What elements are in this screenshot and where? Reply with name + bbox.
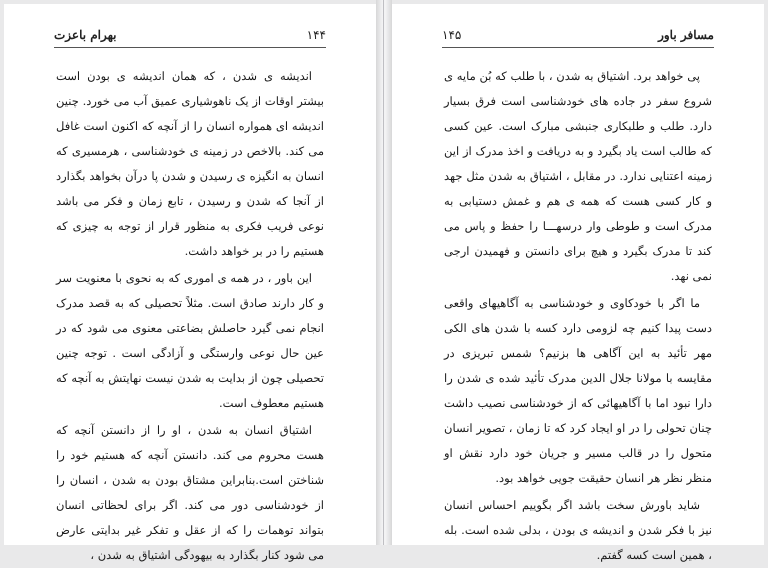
right-running-title: مسافر باور (658, 28, 714, 42)
right-paragraph-3: شاید باورش سخت باشد اگر بگوییم احساس انسان نیز با فکر شدن و اندیشه ی بودن ، بدلی شده است. بله ، همین است کسه گفتم. (444, 498, 712, 562)
right-page (392, 4, 764, 562)
left-running-title: بهرام باعزت (54, 28, 117, 42)
left-page-body (56, 64, 324, 568)
right-page-header (442, 28, 714, 46)
left-paragraph-3: اشتیاق انسان به شدن ، او را از دانستن آنچه که هست محروم می کند. دانستن آنچه که هستیم خود را شناختن است.بنابراین مشتاق بودن به شدن ، انسان را از خودشناسی دور می کند. اگر برای لحظاتی انسان بتواند توهمات را که از عقل و تفکر غیر بدایتی عارض می شود کنار بگذارد به بیهودگی اشتیاق به شدن ، (56, 423, 324, 562)
book-spine (376, 0, 392, 545)
gutter-line (383, 0, 384, 545)
left-header-rule (54, 47, 326, 48)
right-page-body (444, 64, 712, 568)
right-page-number: ۱۴۵ (442, 28, 462, 42)
left-page (4, 4, 376, 562)
right-paragraph-1: پی خواهد برد. اشتیاق به شدن ، با طلب که بُن مایه ی شروع سفر در جاده های خودشناسی است فرق بسیار دارد. طلب و طلبکاری جنبشی مبارک است. عین کسی که طالب است یاد بگیرد و به دریافت و اخذ مدرک از این زمینه اعتنایی ندارد. در مقابل ، اشتیاق به شدن مثل جهد و کار کسی هست که همه ی هم و غمش دستیابی به مدرک است و طوطی وار درسهـــا را حفظ و پاس می کند تا مدرک بگیرد و هیچ برای دانستن و فهمیدن ارجی نمی نهد. (444, 69, 712, 283)
right-header-rule (442, 47, 714, 48)
left-paragraph-1: اندیشه ی شدن ، که همان اندیشه ی بودن است بیشتر اوقات از یک ناهوشیاری عمیق آب می خورد. چنین اندیشه ای همواره انسان را از آنچه که اکنون است غافل می کند. بالاخص در زمینه ی خودشناسی ، هرمسیری که انسان به انگیزه ی رسیدن و شدن پا درآن بخواهد بگذارد از آنجا که شدن و رسیدن ، تابع زمان و فکر می باشد نوعی فریب فکری به منظور قرار از توجه به چیزی که هستیم را در بر خواهد داشت. (56, 69, 324, 258)
right-paragraph-2: ما اگر با خودکاوی و خودشناسی به آگاهیهای واقعی دست پیدا کنیم چه لزومی دارد کسه با شدن های الکی مهر تأئید به این آگاهی ها بزنیم؟ شمس تبریزی در مقایسه با مولانا جلال الدین مدرک تأئید شده ی شدن را دارا نبود اما با آگاهیهائی که از خودشناسی نصیب داشت چنان تحولی را در او ایجاد کرد که تا زمان ، تصویر انسان متحول را در قالب مسیر و جریان خود دارد نقش او منظر نظر هر انسان حقیقت جویی خواهد بود. (444, 296, 712, 485)
left-page-header (54, 28, 326, 46)
left-page-number: ۱۴۴ (306, 28, 326, 42)
left-paragraph-2: این باور ، در همه ی اموری که به نحوی با معنویت سر و کار دارند صادق است. مثلاً تحصیلی که به قصد مدرک انجام نمی گیرد حاصلش بضاعتی معنوی می شود که در عین حال نوعی وارستگی و آزادگی است . توجه چنین تحصیلی چون از بدایت به شدن نیست نهایتش به آنچه که هستیم معطوف است. (56, 271, 324, 410)
